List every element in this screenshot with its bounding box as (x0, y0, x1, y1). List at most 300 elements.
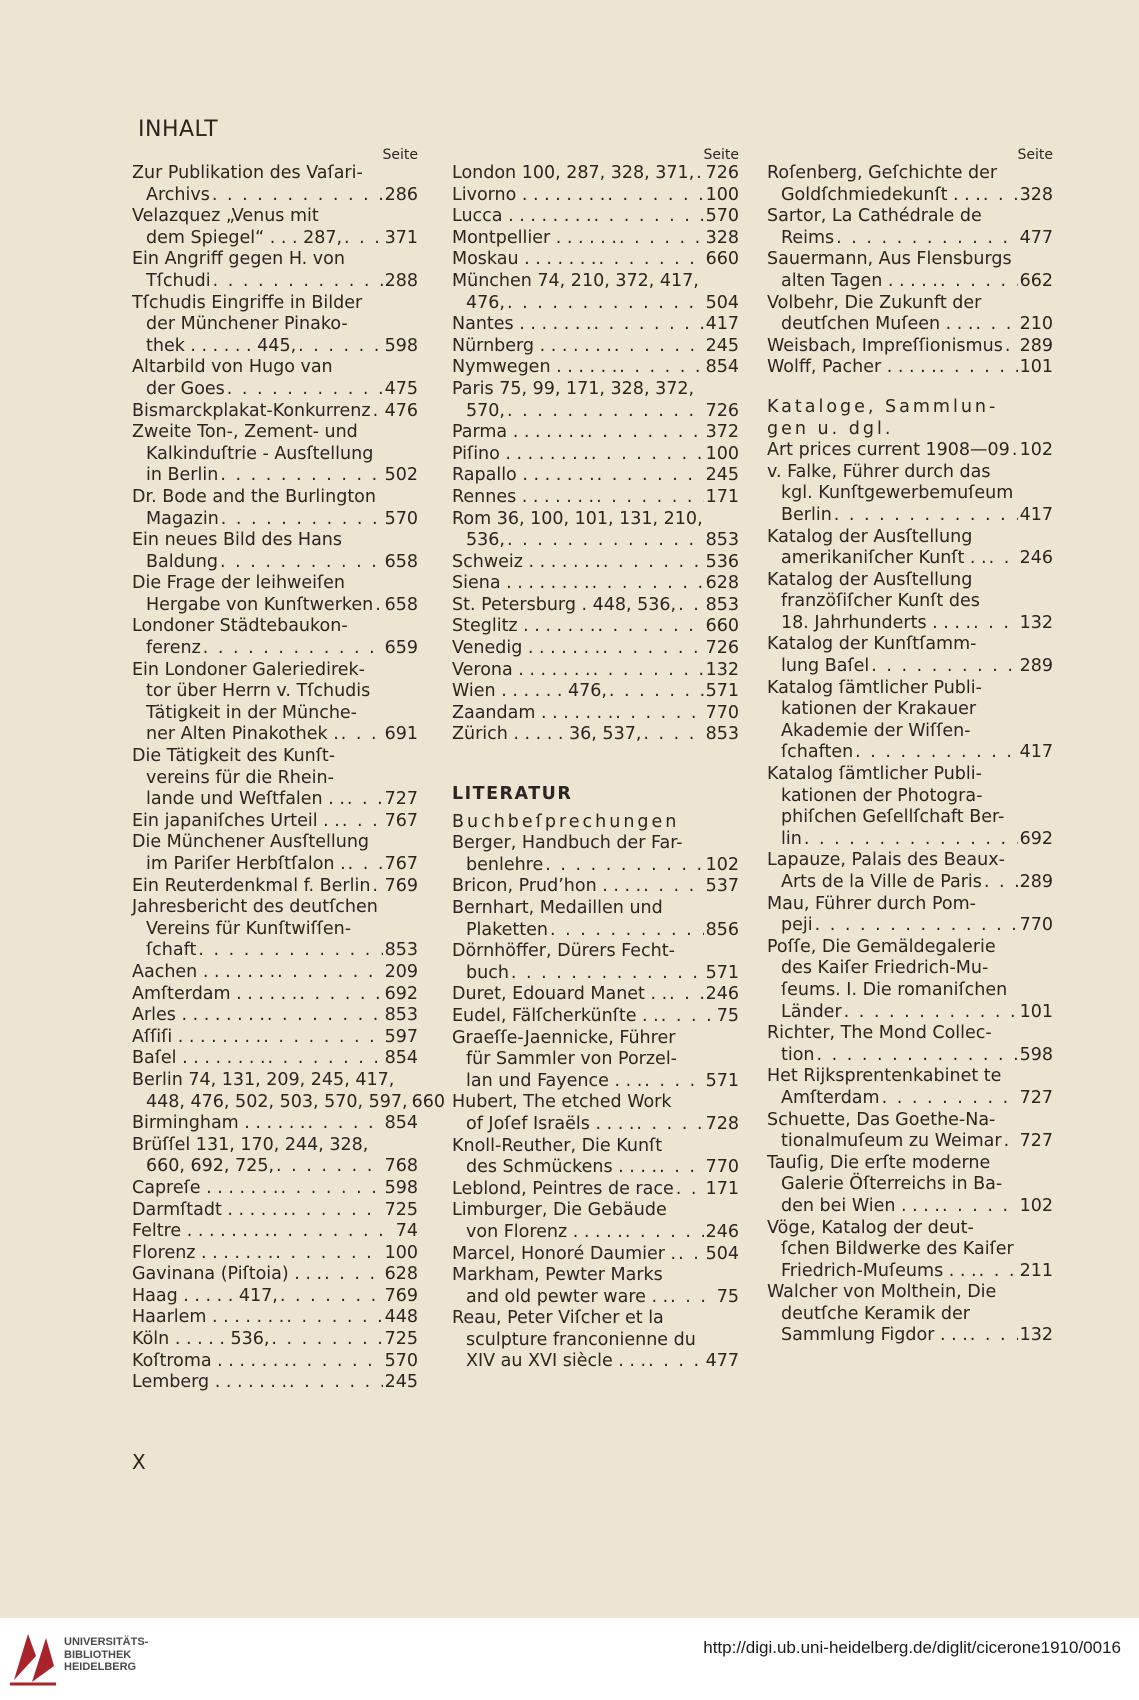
entry-title: Ein Londoner Galeriedirek- (132, 659, 365, 680)
entry-continuation: alten Tagen . . . . . (781, 270, 938, 291)
entry-continuation: der Münchener Pinako- (146, 314, 348, 335)
index-entry (132, 616, 418, 659)
entry-page: 100 (384, 1242, 418, 1263)
entry-title: Markham, Pewter Marks (452, 1265, 663, 1286)
entry-page: 728 (705, 1113, 739, 1134)
seite-label: Seite (382, 147, 418, 163)
entry-continuation: Tſchudi (146, 270, 211, 291)
entry-continuation: den bei Wien . . . . (781, 1195, 940, 1216)
index-entry (452, 271, 739, 314)
entry-continuation: Goldſchmiedekunſt . . . (781, 184, 981, 205)
entry-title: Zürich . . . . . 36, 537, (452, 724, 642, 745)
index-entry (132, 660, 418, 746)
entry-title: Wien . . . . . . 476, (452, 681, 607, 702)
index-entry (452, 573, 739, 595)
entry-continuation: Plaketten (466, 919, 548, 940)
index-entry (452, 898, 739, 941)
entry-page: 571 (705, 1070, 739, 1091)
entry-page: 417 (1019, 742, 1053, 763)
entry-title: Verona . . . . . . . (452, 659, 591, 680)
entry-continuation: lung Baſel (781, 656, 870, 677)
entry-continuation: XIV au XVI siècle . . . (466, 1351, 647, 1372)
entry-page: 245 (705, 335, 739, 356)
entry-page: 502 (384, 465, 418, 486)
kataloge-heading: Kataloge, Sammlun- (767, 396, 999, 417)
index-entry (132, 530, 418, 573)
index-entry (132, 1243, 418, 1265)
index-entry (132, 1286, 418, 1308)
index-entry (132, 206, 418, 249)
entry-title: Rom 36, 100, 101, 131, 210, (452, 508, 703, 529)
entry-title: Katalog der Kunſtſamm- (767, 634, 977, 655)
university-library-logo (8, 1626, 58, 1688)
entry-continuation: Magazin (146, 508, 219, 529)
entry-page: 289 (1019, 335, 1053, 356)
index-entry (452, 379, 739, 422)
index-entry (767, 764, 1053, 850)
entry-title: Zaandam . . . . . . . (452, 702, 614, 723)
entry-continuation: kationen der Photogra- (781, 785, 983, 806)
index-entry (452, 1092, 739, 1135)
entry-page: 417 (705, 314, 739, 335)
entry-page: 536 (705, 551, 739, 572)
index-entry (452, 1200, 739, 1243)
entry-continuation: amerikaniſcher Kunſt . . (781, 548, 987, 569)
entry-title: Graeſſe-Jaennicke, Führer (452, 1027, 676, 1048)
index-entry (452, 1244, 739, 1266)
entry-continuation: Sammlung Figdor . . . (781, 1325, 968, 1346)
entry-page: 504 (705, 292, 739, 313)
entry-continuation: lin (781, 828, 802, 849)
entry-title: Vöge, Katalog der deut- (767, 1217, 974, 1238)
entry-title: Altarbild von Hugo van (132, 357, 333, 378)
entry-title: Die Frage der leihweiſen (132, 573, 345, 594)
entry-page: 132 (1019, 1325, 1053, 1346)
entry-continuation: Tätigkeit in der Münche- (146, 702, 357, 723)
entry-continuation: tionalmuſeum zu Weimar (781, 1131, 1002, 1152)
index-entry (767, 462, 1053, 527)
index-entry (132, 1113, 418, 1135)
entry-continuation: im Pariſer Herbſtſalon . (146, 854, 346, 874)
entry-continuation: kationen der Krakauer (781, 699, 977, 720)
entry-page: 598 (384, 335, 418, 356)
index-entry (132, 897, 418, 962)
entry-continuation: 660, 692, 725, (146, 1156, 275, 1177)
entry-page: 662 (1019, 270, 1053, 291)
entry-title: Baſel . . . . . . . . (132, 1048, 266, 1069)
index-entry (452, 1179, 739, 1201)
index-entry (132, 1069, 446, 1113)
entry-title: Art prices current 1908—09 (767, 440, 1010, 461)
entry-continuation: kgl. Kunſtgewerbemuſeum (781, 483, 1014, 504)
entry-title: Ein Angriff gegen H. von (132, 249, 345, 270)
entry-page: 597 (384, 1026, 418, 1047)
index-entry (452, 1006, 739, 1028)
index-entry (767, 634, 1053, 677)
entry-page: 598 (1019, 1044, 1053, 1065)
entry-page: 727 (1019, 1131, 1053, 1152)
entry-title: Aſſiſi . . . . . . . . (132, 1026, 262, 1047)
entry-title: Wolff, Pacher . . . . . (767, 357, 937, 378)
entry-page: 101 (1019, 357, 1053, 378)
entry-title: Duret, Edouard Manet . . (452, 984, 668, 1005)
entry-continuation: buch (466, 962, 509, 983)
entry-continuation: sculpture franconienne du (466, 1329, 696, 1350)
entry-page: 727 (384, 789, 418, 810)
entry-page: 102 (705, 854, 739, 875)
entry-page: 476 (384, 400, 418, 421)
entry-title: St. Petersburg . 448, 536, (452, 594, 677, 615)
index-entry (452, 509, 739, 552)
entry-page: 537 (705, 876, 739, 897)
entry-continuation: für Sammler von Porzel- (466, 1049, 677, 1070)
entry-title: Zweite Ton-, Zement- und (132, 422, 358, 443)
entry-page: 854 (384, 1048, 418, 1069)
index-entry (452, 724, 739, 746)
entry-title: London 100, 287, 328, 371, (452, 163, 695, 183)
buchbesprechungen-subheading: Buchbeſprechungen (452, 811, 680, 832)
entry-page: 853 (705, 530, 739, 551)
entry-title: Limburger, Die Gebäude (452, 1200, 667, 1221)
entry-page: 658 (384, 551, 418, 572)
library-name: UNIVERSITÄTS- BIBLIOTHEK HEIDELBERG (64, 1636, 149, 1673)
entry-continuation: phiſchen Geſellſchaft Ber- (781, 807, 1005, 828)
index-entry (767, 850, 1053, 893)
index-entry (452, 249, 739, 271)
entry-title: Feltre . . . . . . . . (132, 1221, 271, 1242)
entry-page: 767 (384, 810, 418, 831)
entry-continuation: 476, (466, 292, 505, 313)
seite-label: Seite (1017, 147, 1053, 163)
entry-continuation: lande und Weſtfalen . . (146, 789, 345, 810)
entry-page: 570 (705, 206, 739, 227)
entry-title: Ein Reuterdenkmal f. Berlin (132, 875, 371, 896)
index-entry (452, 357, 739, 379)
entry-page: 767 (384, 854, 418, 874)
index-entry (452, 616, 739, 638)
entry-continuation: in Berlin (146, 465, 219, 486)
entry-title: Brüſſel 131, 170, 244, 328, (132, 1134, 369, 1155)
entry-title: Velazquez „Venus mit (132, 206, 319, 227)
index-entry (452, 703, 739, 725)
entry-title: Bernhart, Medaillen und (452, 898, 663, 918)
entry-page: 598 (384, 1177, 418, 1198)
index-entry (767, 678, 1053, 764)
entry-title: Birmingham . . . . . . (132, 1113, 306, 1134)
entry-title: Tauſig, Die erſte moderne (767, 1152, 991, 1173)
entry-page: 372 (705, 422, 739, 443)
index-entry (767, 357, 1053, 379)
entry-page: 628 (705, 573, 739, 594)
entry-continuation: 570, (466, 400, 505, 421)
entry-page: 246 (705, 1221, 739, 1242)
index-entry (132, 1027, 418, 1049)
index-entry (132, 487, 418, 530)
entry-title: Katalog ſämtlicher Publi- (767, 764, 982, 785)
entry-continuation: 18. Jahrhunderts . . . . (781, 612, 972, 633)
index-entry (132, 1372, 418, 1394)
index-entry (452, 444, 739, 466)
entry-continuation: Vereins für Kunſtwiſſen- (146, 918, 352, 939)
entry-title: Weisbach, Impreſſionismus (767, 335, 1003, 356)
index-entry (132, 984, 418, 1006)
entry-title: Eudel, Fälſcherkünſte . . (452, 1005, 659, 1026)
entry-continuation: Baldung (146, 551, 218, 572)
index-entry (452, 876, 739, 898)
entry-page: 101 (1019, 1001, 1053, 1022)
entry-title: Katalog der Ausſtellung (767, 526, 973, 547)
entry-page: 102 (1019, 440, 1053, 461)
index-entry (132, 357, 418, 400)
entry-page: 570 (384, 508, 418, 529)
index-entry (452, 314, 739, 336)
entry-title: Koſtroma . . . . . . . (132, 1350, 290, 1371)
entry-continuation: Arts de la Ville de Paris (781, 872, 982, 892)
index-column-3 (767, 147, 1053, 1347)
entry-continuation: ſchaften (781, 742, 854, 763)
entry-title: Siena . . . . . . . . (452, 573, 590, 594)
page-heading: INHALT (138, 117, 219, 142)
entry-title: Sauermann, Aus Flensburgs (767, 249, 1012, 270)
entry-continuation: benlehre (466, 854, 544, 875)
entry-page: 477 (705, 1351, 739, 1372)
entry-title: Die Tätigkeit des Kunſt- (132, 746, 336, 767)
entry-title: Bismarckplakat-Konkurrenz (132, 400, 371, 421)
entry-continuation: 536, (466, 530, 505, 551)
index-entry (767, 293, 1053, 336)
index-entry (132, 1307, 418, 1329)
entry-title: Katalog ſämtlicher Publi- (767, 677, 982, 698)
kataloge-heading-cont: gen u. dgl. (767, 418, 894, 439)
entry-title: Parma . . . . . . . (452, 422, 586, 443)
index-entry (132, 811, 418, 833)
index-entry (767, 1110, 1053, 1153)
entry-title: Nantes . . . . . . . (452, 314, 592, 335)
index-entry (132, 249, 418, 292)
entry-title: Montpellier . . . . . . (452, 227, 617, 248)
entry-continuation: deutſchen Muſeen . . . (781, 314, 974, 335)
entry-title: Rennes . . . . . . . (452, 486, 595, 507)
index-entry (132, 1048, 418, 1070)
entry-page: 727 (1019, 1087, 1053, 1108)
index-entry (767, 894, 1053, 937)
entry-page: 726 (705, 400, 739, 421)
entry-page: 328 (1019, 184, 1053, 205)
entry-page: 570 (384, 1350, 418, 1371)
entry-page: 768 (384, 1156, 418, 1177)
index-entry (132, 401, 418, 423)
entry-title: Sartor, La Cathédrale de (767, 206, 982, 227)
entry-page: 660 (705, 249, 739, 270)
entry-page: 171 (705, 1178, 739, 1199)
entry-continuation: Kalkinduſtrie - Ausſtellung (146, 443, 374, 464)
entry-continuation: ſeums. I. Die romaniſchen (781, 979, 1008, 1000)
index-entry (767, 249, 1053, 292)
entry-page: 210 (1019, 314, 1053, 335)
entry-page: 725 (384, 1329, 418, 1350)
entry-page: 770 (1019, 915, 1053, 936)
index-entry (767, 1153, 1053, 1218)
entry-page: 75 (716, 1286, 739, 1307)
entry-title: Hubert, The etched Work (452, 1092, 672, 1113)
entry-continuation: tion (781, 1044, 815, 1065)
index-entry (452, 552, 739, 574)
entry-continuation: Berlin (781, 504, 832, 525)
entry-title: Knoll-Reuther, Die Kunſt (452, 1135, 663, 1156)
index-entry (767, 1218, 1053, 1283)
entry-title: Tſchudis Eingriffe in Bilder (132, 292, 363, 313)
entry-continuation: Länder (781, 1001, 842, 1022)
index-column-1 (132, 147, 446, 1394)
entry-continuation: Archivs (146, 184, 210, 205)
entry-page: 371 (384, 227, 418, 248)
entry-continuation: deutſche Keramik der (781, 1303, 970, 1324)
entry-title: Rapallo . . . . . . . (452, 465, 595, 486)
entry-page: 769 (384, 1285, 418, 1306)
entry-page: 770 (705, 702, 739, 723)
index-entry (767, 163, 1053, 206)
entry-continuation: and old pewter ware . . (466, 1286, 669, 1307)
entry-title: Lucca . . . . . . . . (452, 206, 592, 227)
entry-page: 171 (705, 486, 739, 507)
index-entry (452, 681, 739, 703)
entry-page: 448 (384, 1307, 418, 1328)
entry-page: 692 (1019, 828, 1053, 849)
entry-continuation: of Joſef Israëls . . . . (466, 1113, 635, 1134)
entry-title: Nürnberg . . . . . . . (452, 335, 612, 356)
entry-title: Katalog der Ausſtellung (767, 569, 973, 590)
entry-title: Schweiz . . . . . . . (452, 551, 601, 572)
entry-page: 100 (705, 184, 739, 205)
index-entry (452, 1028, 739, 1093)
entry-title: Paris 75, 99, 171, 328, 372, (452, 378, 695, 399)
entry-page: 853 (384, 1005, 418, 1026)
entry-title: Capreſe . . . . . . . (132, 1177, 279, 1198)
entry-title: Nymwegen . . . . . . (452, 357, 618, 378)
entry-page: 245 (705, 465, 739, 486)
entry-page: 245 (384, 1372, 418, 1393)
entry-title: Gavinana (Piſtoia) . . . (132, 1264, 323, 1285)
entry-page: 288 (384, 270, 418, 291)
entry-page: 854 (705, 357, 739, 378)
entry-title: v. Falke, Führer durch das (767, 461, 991, 482)
entry-title: Dr. Bode and the Burlington (132, 486, 376, 507)
index-entry (132, 573, 418, 616)
entry-page: 691 (384, 724, 418, 745)
entry-page: 769 (384, 875, 418, 896)
index-entry (452, 163, 739, 185)
index-entry (132, 876, 418, 898)
entry-title: Leblond, Peintres de race (452, 1178, 674, 1199)
entry-page: 132 (705, 659, 739, 680)
entry-page: 658 (384, 594, 418, 615)
source-url[interactable]: http://digi.ub.uni-heidelberg.de/diglit/cicerone1910/0016 (703, 1638, 1121, 1657)
index-entry (767, 1066, 1053, 1109)
index-entry (767, 1282, 1053, 1347)
index-entry (132, 1005, 418, 1027)
index-entry (132, 1135, 418, 1178)
entry-continuation: Hergabe von Kunſtwerken (146, 594, 374, 615)
index-entry (767, 527, 1053, 570)
literatur-heading: LITERATUR (452, 784, 573, 805)
entry-title: Haag . . . . . 417, (132, 1285, 278, 1306)
entry-continuation: von Florenz . . . . . (466, 1221, 623, 1242)
index-entry (452, 595, 739, 617)
entry-title: Berger, Handbuch der Far- (452, 833, 683, 854)
index-entry (452, 984, 739, 1006)
entry-title: Schuette, Das Goethe-Na- (767, 1109, 996, 1130)
index-entry (132, 1221, 418, 1243)
index-entry (132, 962, 418, 984)
index-entry (132, 1329, 418, 1351)
entry-title: Marcel, Honoré Daumier . (452, 1243, 677, 1264)
entry-title: Darmſtadt . . . . . . (132, 1199, 289, 1220)
entry-page: 660 (411, 1091, 446, 1112)
entry-page: 328 (705, 227, 739, 248)
entry-continuation: Amſterdam (781, 1087, 880, 1108)
entry-continuation: vereins für die Rhein- (146, 767, 334, 788)
entry-title: Livorno . . . . . . . . (452, 184, 606, 205)
index-entry (452, 422, 739, 444)
entry-page: 853 (705, 594, 739, 615)
entry-continuation: ferenz (146, 638, 201, 659)
entry-page: 289 (1019, 656, 1053, 677)
page-number: X (132, 1450, 146, 1474)
index-entry (132, 1178, 418, 1200)
entry-title: Haarlem . . . . . . . (132, 1307, 285, 1328)
entry-title: Poſſe, Die Gemäldegalerie (767, 936, 996, 957)
index-entry (132, 422, 418, 487)
entry-title: Lapauze, Palais des Beaux- (767, 850, 1005, 871)
entry-continuation: Akademie der Wiſſen- (781, 720, 971, 741)
entry-page: 475 (384, 378, 418, 399)
entry-page: 856 (705, 919, 739, 940)
entry-continuation: lan und Fayence . . . (466, 1070, 643, 1091)
entry-continuation: thek . . . . . . 445, (146, 335, 297, 356)
entry-page: 726 (705, 163, 739, 183)
index-entry (767, 570, 1053, 635)
entry-title: Volbehr, Die Zukunft der (767, 292, 982, 313)
entry-continuation: ſchaft (146, 940, 197, 961)
index-entry (132, 163, 418, 206)
entry-title: Piſino . . . . . . . . (452, 443, 589, 464)
entry-page: 286 (384, 184, 418, 205)
index-entry (452, 1136, 739, 1179)
entry-continuation: 448, 476, 502, 503, 570, 597, (146, 1091, 408, 1112)
entry-title: Jahresbericht des deutſchen (132, 897, 378, 918)
entry-title: Aachen . . . . . . . (132, 961, 276, 982)
entry-title: Steglitz . . . . . . . (452, 616, 596, 637)
entry-continuation: Galerie Öſterreichs in Ba- (781, 1174, 1003, 1195)
entry-continuation: des Schmückens . . . . (466, 1157, 658, 1178)
index-entry (452, 185, 739, 207)
index-entry (452, 1308, 739, 1373)
entry-continuation: dem Spiegel“ . . . 287, (146, 227, 343, 248)
entry-continuation: franzöſiſcher Kunſt des (781, 591, 980, 612)
index-entry (452, 465, 739, 487)
entry-title: Arles . . . . . . . . (132, 1005, 265, 1026)
entry-title: Berlin 74, 131, 209, 245, 417, (132, 1069, 395, 1090)
entry-title: Het Rijksprentenkabinet te (767, 1066, 1002, 1087)
entry-title: Dörnhöffer, Dürers Fecht- (452, 941, 675, 962)
entry-continuation: ner Alten Pinakothek . (146, 724, 339, 745)
entry-continuation: Reims (781, 227, 835, 248)
index-entry (452, 1265, 739, 1308)
entry-continuation: der Goes (146, 378, 225, 399)
index-entry (132, 1351, 418, 1373)
entry-page: 853 (705, 724, 739, 745)
entry-page: 659 (384, 638, 418, 659)
